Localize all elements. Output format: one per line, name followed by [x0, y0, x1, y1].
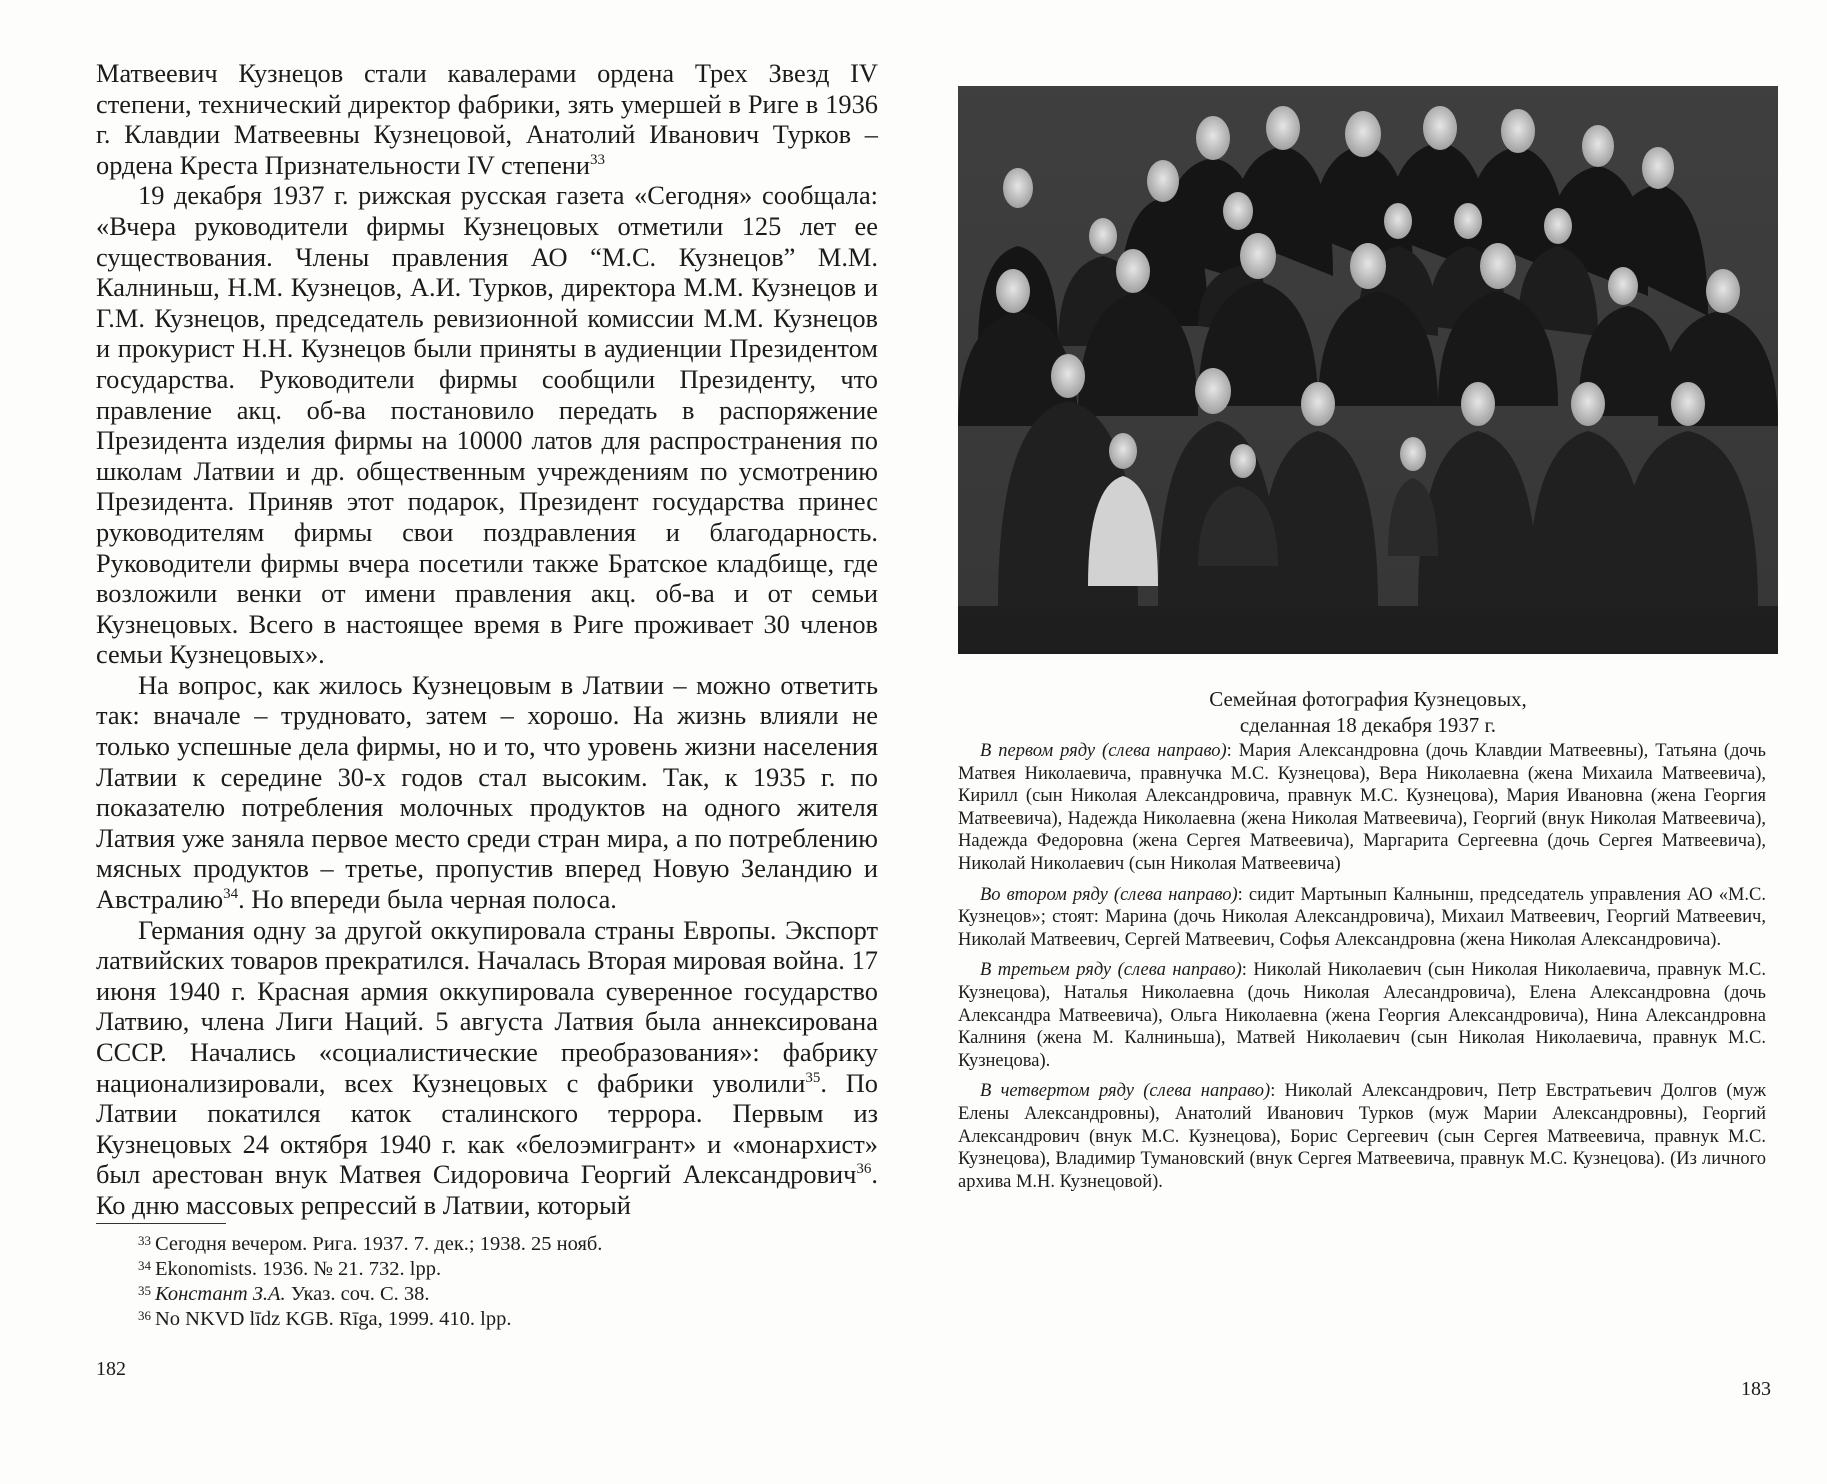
paragraph: На вопрос, как жилось Кузнецовым в Латвии – можно ответить так: вначале – трудновато, затем – хорошо. На жизнь влияли не только успешные дела фирмы, но и то, что уровень жизни населения Латвии к середине 30-х годов стал высоким. Так, к 1935 г. по показателю потребления молочных продуктов на одного жителя Латвия уже заняла первое место среди стран мира, а по потреблению мясных продуктов – третье, пропустив вперед Новую Зеландию и Австралию$^{34}$. Но впереди была черная полоса.: [96, 669, 878, 915]
row-description: В первом ряду (слева направо): Мария Александровна (дочь Клавдии Матвеевны), Татьяна (дочь Матвея Николаевича, правнучка М.С. Кузнецова), Вера Николаевна (жена Михаила Матвеевича), Кирилл (сын Николая Александровича, правнук М.С. Кузнецова), Мария Ивановна (жена Георгия Матвеевича), Надежда Николаевна (жена Николая Матвеевича), Георгий (внук Николая Матвеевича), Надежда Федоровна (жена Сергея Матвеевича), Маргарита Сергеевна (дочь Сергея Матвеевича), Николай Николаевич (сын Николая Матвеевича): [958, 741, 1766, 874]
paragraph: Матвеевич Кузнецов стали кавалерами ордена Трех Звезд IV степени, технический директор фабрики, зять умершей в Риге в 1936 г. Клавдии Матвеевны Кузнецовой, Анатолий Иванович Турков – ордена Креста Признательности IV степени$^{33}$: [96, 58, 878, 180]
row-description: Во втором ряду (слева направо): сидит Мартынып Калнынш, председатель управления АО «М.С. Кузнецов»; стоят: Марина (дочь Николая Александровича), Михаил Матвеевич, Георгий Матвеевич, Николай Матвеевич, Сергей Матвеевич, Софья Александровна (жена Николая Александровича).: [958, 884, 1766, 950]
right-page: [910, 0, 1827, 1484]
footnote-ref[interactable]: 35: [805, 1069, 821, 1086]
page-number: 182: [96, 1358, 126, 1380]
footnote-divider: [96, 1223, 226, 1224]
footnotes: [138, 1232, 858, 1332]
paragraph: Германия одну за другой оккупировала страны Европы. Экспорт латвийских товаров прекратился. Началась Вторая мировая война. 17 июня 1940 г. Красная армия оккупировала суверенное государство Латвию, члена Лиги Наций. 5 августа Латвия была аннексирована СССР. Начались «социалистические преобразования»: фабрику национализировали, всех Кузнецовых с фабрики уволили$^{35}$. По Латвии покатился каток сталинского террора. Первым из Кузнецовых 24 октября 1940 г. как «белоэмигрант» и «монархист» был арестован внук Матвея Сидоровича Георгий Александрович$^{36}$. Ко дню массовых репрессий в Латвии, который: [96, 914, 878, 1220]
footnote: $^{35}$ Констант З.А. Указ. соч. С. 38.: [138, 1283, 430, 1305]
row-description: В четвертом ряду (слева направо): Николай Александрович, Петр Евстратьевич Долгов (муж Елены Александровны), Анатолий Иванович Турков (муж Марии Александровны), Георгий Александрович (внук М.С. Кузнецова), Борис Сергеевич (сын Сергея Матвеевича, правнук М.С. Кузнецова), Владимир Тумановский (внук Сергея Матвеевича, правнук М.С. Кузнецова). (Из личного архива М.Н. Кузнецовой).: [958, 1081, 1766, 1192]
footnote: $^{36}$ No NKVD līdz KGB. Rīga, 1999. 410. lpp.: [138, 1308, 512, 1330]
footnote-ref[interactable]: 33: [590, 151, 606, 168]
photo-description: [958, 740, 1766, 1201]
footnote-ref[interactable]: 34: [223, 886, 239, 903]
page-number: 183: [1741, 1378, 1771, 1400]
family-photograph: [958, 86, 1778, 654]
footnote: $^{34}$ Ekonomists. 1936. № 21. 732. lpp.: [138, 1258, 442, 1280]
footnote-ref[interactable]: 36: [856, 1161, 872, 1178]
footnote: $^{33}$ Сегодня вечером. Рига. 1937. 7. дек.; 1938. 25 нояб.: [138, 1233, 603, 1255]
row-description: В третьем ряду (слева направо): Николай Николаевич (сын Николая Николаевича, правнук М.С. Кузнецова), Наталья Николаевна (дочь Николая Алесандровича), Елена Александровна (дочь Александра Матвеевича), Ольга Николаевна (жена Георгия Александровича), Нина Александровна Калниня (жена М. Калниньша), Матвей Николаевич (сын Николая Николаевича, правнук М.С. Кузнецова).: [958, 960, 1766, 1071]
photo-caption: Семейная фотография Кузнецовых, сделанная 18 декабря 1937 г.: [1209, 687, 1527, 737]
paragraph: 19 декабря 1937 г. рижская русская газета «Сегодня» сообщала: «Вчера руководители фирмы Кузнецовых отметили 125 лет ее существования. Члены правления АО “М.С. Кузнецов” М.М. Калниньш, Н.М. Кузнецов, А.И. Турков, директора М.М. Кузнецов и Г.М. Кузнецов, председатель ревизионной комиссии М.М. Кузнецов и прокурист Н.Н. Кузнецов были приняты в аудиенции Президентом государства. Руководители фирмы сообщили Президенту, что правление акц. об-ва постановило передать в распоряжение Президента изделия фирмы на 10000 латов для распространения по школам Латвии и др. общественным учреждениям по усмотрению Президента. Приняв этот подарок, Президент государства принес руководителям фирмы свои поздравления и благодарность. Руководители фирмы вчера посетили также Братское кладбище, где возложили венки от имени правления акц. об-ва и от семьи Кузнецовых. Всего в настоящее время в Риге проживает 30 членов семьи Кузнецовых».: [96, 180, 878, 670]
main-text: [96, 58, 878, 1221]
photo-illustration: [958, 86, 1778, 654]
left-page: [0, 0, 910, 1484]
